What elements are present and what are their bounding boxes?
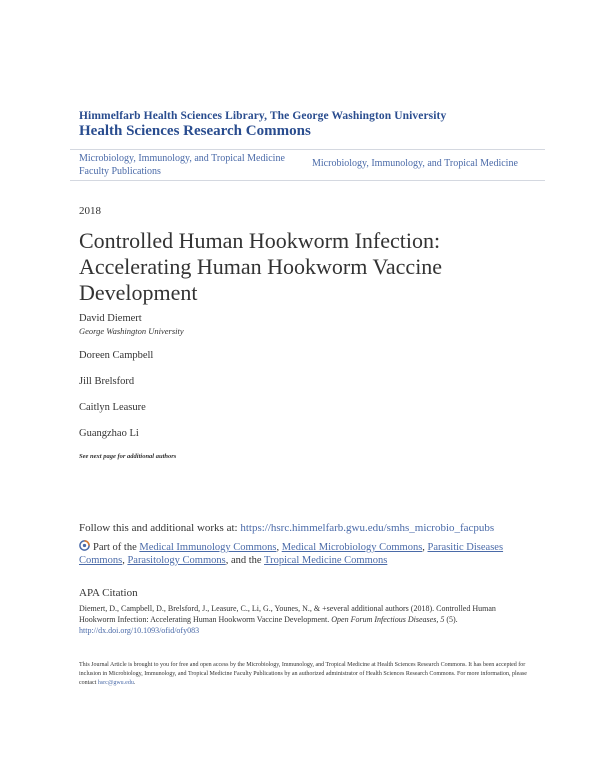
footer-notice [79, 661, 529, 688]
commons-link-medical-immunology[interactable]: Medical Immunology Commons [139, 542, 277, 553]
footer-text: This Journal Article is brought to you for free and open access by the Microbiology, Immunology, and Tropical Medicine at Health Sciences Research Commons. It has been accepted for inclusion in Microbiology, Immunology, and Tropical Medicine Faculty Publications by an authorized administrator of Health Sciences Research Commons. For more information, please contact [79, 662, 527, 686]
author-5: Guangzhao Li [79, 428, 139, 439]
separator: , and the [225, 555, 265, 566]
commons-link-parasitic-diseases[interactable]: Parasitic Diseases Commons [79, 542, 504, 566]
separator: , [276, 542, 282, 553]
separator: , [422, 542, 428, 553]
citation-heading: APA Citation [79, 587, 138, 599]
author-2: Doreen Campbell [79, 350, 154, 361]
commons-link-tropical-medicine[interactable]: Tropical Medicine Commons [264, 555, 388, 566]
author-4: Caitlyn Leasure [79, 402, 146, 413]
follow-line [79, 522, 494, 534]
separator: , [122, 555, 128, 566]
breadcrumb-department-link[interactable]: Microbiology, Immunology, and Tropical Medicine [312, 158, 518, 169]
part-of-prefix: Part of the [93, 542, 140, 553]
citation-doi-link[interactable]: http://dx.doi.org/10.1093/ofid/ofy083 [79, 626, 200, 635]
breadcrumb [70, 149, 545, 181]
breadcrumb-collection-line2: Faculty Publications [79, 166, 161, 177]
footer-end: . [133, 680, 136, 686]
follow-label: Follow this and additional works at: [79, 522, 241, 534]
contact-email-link[interactable]: hsrc@gwu.edu [97, 680, 134, 686]
repository-name-link[interactable]: Health Sciences Research Commons [79, 123, 311, 139]
see-next-page-note: See next page for additional authors [79, 453, 177, 460]
publication-year: 2018 [79, 205, 101, 217]
citation-issue: (5). [444, 615, 458, 624]
part-of-commons [79, 540, 519, 567]
open-access-icon [79, 540, 90, 551]
citation-authors-title: Diemert, D., Campbell, D., Brelsford, J., Leasure, C., Li, G., Younes, N., & +several additional authors (2018). Controlled Human Hookworm Infection: Accelerating Human Hookworm Vaccine Development. [79, 604, 496, 624]
article-title: Controlled Human Hookworm Infection: Accelerating Human Hookworm Vaccine Development [79, 228, 443, 305]
commons-link-medical-microbiology[interactable]: Medical Microbiology Commons [281, 542, 423, 553]
citation-journal: Open Forum Infectious Diseases, 5 [331, 615, 445, 624]
citation-text [79, 603, 519, 636]
commons-link-parasitology[interactable]: Parasitology Commons [127, 555, 226, 566]
author-3: Jill Brelsford [79, 376, 135, 387]
breadcrumb-collection-link[interactable] [79, 152, 319, 178]
library-name: Himmelfarb Health Sciences Library, The George Washington University [79, 110, 447, 122]
follow-link[interactable]: https://hsrc.himmelfarb.gwu.edu/smhs_microbio_facpubs [240, 522, 495, 534]
breadcrumb-collection-line1: Microbiology, Immunology, and Tropical Medicine [79, 153, 285, 164]
author-1-affiliation: George Washington University [79, 326, 184, 336]
author-1: David Diemert [79, 313, 142, 324]
